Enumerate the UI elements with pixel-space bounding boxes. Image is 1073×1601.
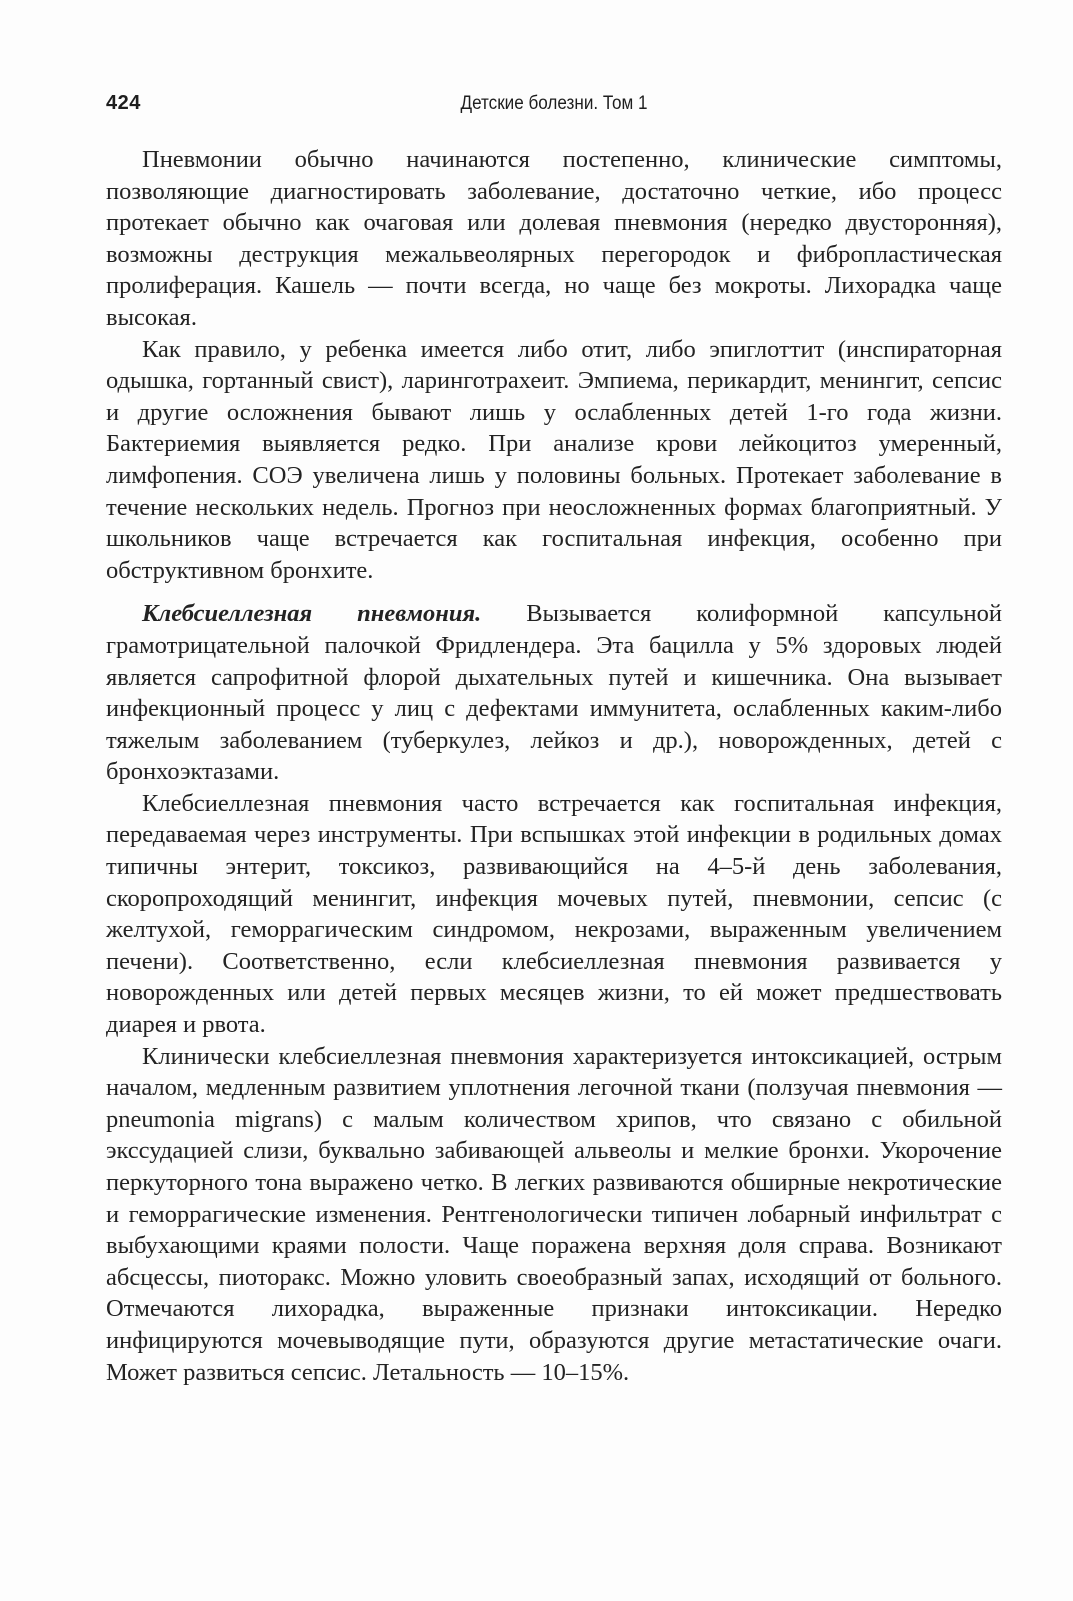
section-heading-klebsiella: Клебсиеллезная пневмония. [142, 600, 482, 628]
paragraph-2: Как правило, у ребенка имеется либо отит, либо эпиглоттит (инспираторная одышка, гортанный свист), ларинготрахеит. Эмпиема, перикардит, менингит, сепсис и другие осложнения бывают лишь у ослабленных детей 1-го года жизни. Бактериемия выявляется редко. При анализе крови лейкоцитоз умеренный, лимфопения. СОЭ увеличена лишь у половины больных. Протекает заболевание в течение нескольких недель. Прогноз при неосложненных формах благоприятный. У школьников чаще встречается как госпитальная инфекция, особенно при обструктивном бронхите. [106, 335, 1002, 584]
paragraph-4: Клебсиеллезная пневмония часто встречается как госпитальная инфекция, передаваемая через инструменты. При вспышках этой инфекции в родильных домах типичны энтерит, токсикоз, развивающийся на 4–5-й день заболевания, скоропроходящий менингит, инфекция мочевых путей, пневмонии, сепсис (с желтухой, геморрагическим синдромом, некрозами, выраженным увеличением печени). Соответственно, если клебсиеллезная пневмония развивается у новорожденных или детей первых месяцев жизни, то ей может предшествовать диарея и рвота. [106, 789, 1002, 1039]
body-text [106, 144, 1002, 1388]
paragraph-3-text: Вызывается колиформной капсульной грамотрицательной палочкой Фридлендера. Эта бацилла у 5% здоровых людей является сапрофитной флорой дыхательных путей и кишечника. Она вызывает инфекционный процесс у лиц с дефектами иммунитета, ослабленных каким-либо тяжелым заболеванием (туберкулез, лейкоз и др.), новорожденных, детей с бронхоэктазами. [106, 600, 1002, 786]
paragraph-1: Пневмонии обычно начинаются постепенно, клинические симптомы, позволяющие диагностировать заболевание, достаточно четкие, ибо процесс протекает обычно как очаговая или долевая пневмония (нередко двусторонняя), возможны деструкция межальвеолярных перегородок и фибропластическая пролиферация. Кашель — почти всегда, но чаще без мокроты. Лихорадка чаще высокая. [106, 146, 1002, 331]
paragraph-3 [106, 598, 1002, 788]
running-title: Детские болезни. Том 1 [460, 93, 648, 114]
page-header [106, 92, 1002, 122]
page-number: 424 [106, 92, 141, 114]
paragraph-5: Клинически клебсиеллезная пневмония характеризуется интоксикацией, острым началом, медленным развитием уплотнения легочной ткани (ползучая пневмония — pneumonia migrans) с малым количеством хрипов, что связано с обильной экссудацией слизи, буквально забивающей альвеолы и мелкие бронхи. Укорочение перкуторного тона выражено четко. В легких развиваются обширные некротические и геморрагические изменения. Рентгенологически типичен лобарный инфильтрат с выбухающими краями полости. Чаще поражена верхняя доля справа. Возникают абсцессы, пиоторакс. Можно уловить своеобразный запах, исходящий от больного. Отмечаются лихорадка, выраженные признаки интоксикации. Нередко инфицируются мочевыводящие пути, образуются другие метастатические очаги. Может развиться сепсис. Летальность — 10–15%. [106, 1042, 1002, 1386]
